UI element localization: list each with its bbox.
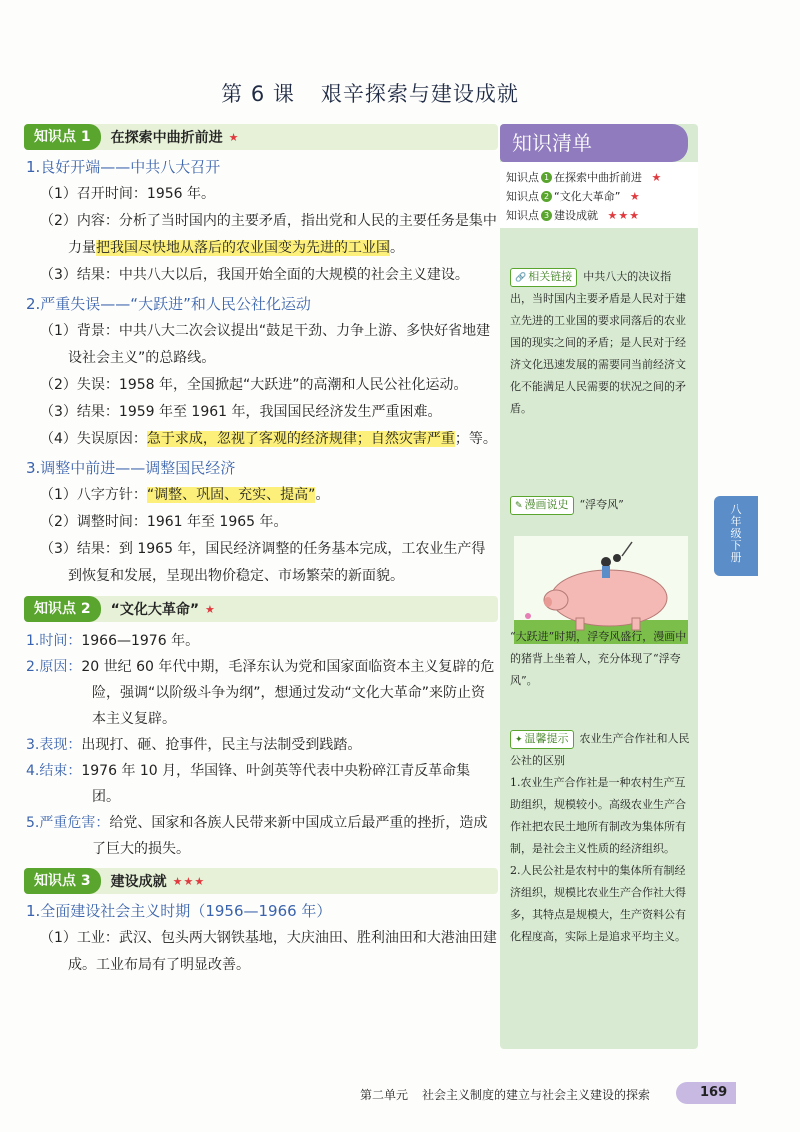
section-heading: 3.调整中前进——调整国民经济: [26, 459, 236, 477]
main-content: [20, 124, 498, 979]
kp3-stars: ★★★: [172, 874, 206, 888]
comic-caption: “大跃进”时期，浮夸风盛行，漫画中的猪背上坐着人，充分体现了“浮夸风”。: [510, 630, 687, 687]
highlight: “调整、巩固、充实、提高”: [146, 487, 316, 503]
list-item: （1）背景：中共八大二次会议提出“鼓足干劲、力争上游、多快好省地建设社会主义”的总路线。: [40, 323, 491, 366]
highlight: 急于求成，忽视了客观的经济规律；自然灾害严重: [146, 431, 455, 447]
comic-title: “浮夸风”: [579, 498, 624, 511]
unit-label: 第二单元: [360, 1088, 409, 1102]
tip-title: 农业生产合作社和人民公社的区别: [510, 732, 690, 767]
list-item: 3.表现：出现打、砸、抢事件，民主与法制受到践踏。: [26, 737, 362, 753]
section-heading: 1.良好开端——中共八大召开: [26, 158, 221, 176]
knowledge-list: [500, 162, 698, 228]
kp2-tag: 知识点 2: [24, 596, 101, 622]
kp2-stars: ★: [205, 602, 216, 616]
knowledge-list-item: 知识点 3 建设成就 ★★★: [506, 209, 641, 222]
tip-section: [510, 728, 690, 948]
kp2-name: “文化大革命”: [110, 602, 200, 618]
kp1-name: 在探索中曲折前进: [110, 130, 223, 146]
grade-tab: 八年级下册: [714, 496, 758, 576]
list-item: （4）失误原因：急于求成，忽视了客观的经济规律；自然灾害严重；等。: [40, 431, 497, 447]
list-item: （3）结果：1959 年至 1961 年，我国国民经济发生严重困难。: [40, 404, 442, 420]
lesson-number: 第 6 课: [221, 82, 295, 106]
highlight: 把我国尽快地从落后的农业国变为先进的工业国: [96, 240, 390, 256]
lesson-name: 艰辛探索与建设成就: [320, 82, 519, 106]
tip-point-1: 1.农业生产合作社是一种农村生产互助组织，规模较小。高级农业生产合作社把农民土地所有制改为集体所有制，是社会主义性质的经济组织。: [510, 776, 686, 855]
comic-tag: ✎ 漫画说史: [510, 496, 574, 515]
comic-icon: ✎: [515, 501, 523, 511]
kp3-tag: 知识点 3: [24, 868, 101, 894]
sidebar: [500, 124, 698, 1049]
list-item: （1）召开时间：1956 年。: [40, 186, 215, 202]
list-item: （2）调整时间：1961 年至 1965 年。: [40, 514, 288, 530]
page-title: [0, 78, 740, 108]
list-item: 2.原因：20 世纪 60 年代中期，毛泽东认为党和国家面临资本主义复辟的危险，强调“以阶级斗争为纲”，想通过发动“文化大革命”来防止资本主义复辟。: [26, 659, 495, 727]
knowledge-list-item: 知识点 1 在探索中曲折前进 ★: [506, 171, 663, 184]
section-heading: 2.严重失误——“大跃进”和人民公社化运动: [26, 295, 311, 313]
knowledge-list-title: 知识清单: [500, 124, 688, 162]
unit-title: 社会主义制度的建立与社会主义建设的探索: [422, 1088, 651, 1102]
list-item: 1.时间：1966—1976 年。: [26, 633, 200, 649]
kp1-stars: ★: [228, 130, 240, 144]
comic-section-header: [510, 494, 690, 516]
list-item: （3）结果：到 1965 年，国民经济调整的任务基本完成，工农业生产得到恢复和发展，呈现出物价稳定、市场繁荣的新面貌。: [40, 541, 486, 584]
tip-tag: ✦ 温馨提示: [510, 730, 574, 749]
list-item: （1）工业：武汉、包头两大钢铁基地，大庆油田、胜利油田和大港油田建成。工业布局有了明显改善。: [40, 930, 497, 973]
knowledge-list-item: 知识点 2 “文化大革命” ★: [506, 190, 641, 203]
bulb-icon: ✦: [515, 735, 523, 745]
kp1-tag: 知识点 1: [24, 124, 101, 150]
link-icon: 🔗: [515, 273, 527, 283]
knowledge-point-3-header: [24, 868, 498, 894]
section-heading: 1.全面建设社会主义时期（1956—1966 年）: [26, 902, 332, 920]
list-item: 4.结束：1976 年 10 月，华国锋、叶剑英等代表中央粉碎江青反革命集团。: [26, 763, 471, 805]
list-item: （3）结果：中共八大以后，我国开始全面的大规模的社会主义建设。: [40, 267, 469, 283]
list-item: （1）八字方针：“调整、巩固、充实、提高”。: [40, 487, 330, 503]
related-link-section: [510, 266, 690, 420]
kp3-name: 建设成就: [110, 874, 167, 890]
related-link-text: 中共八大的决议指出，当时国内主要矛盾是人民对于建立先进的工业国的要求同落后的农业国的现实之间的矛盾；是人民对于经济文化迅速发展的需要同当前经济文化不能满足人民需要的状况之间的矛盾。: [510, 270, 686, 415]
tip-point-2: 2.人民公社是农村中的集体所有制经济组织，规模比农业生产合作社大得多，其特点是规模大，生产资料公有化程度高，实际上是追求平均主义。: [510, 864, 686, 943]
page-footer: [360, 1086, 650, 1103]
list-item: （2）失误：1958 年，全国掀起“大跃进”的高潮和人民公社化运动。: [40, 377, 468, 393]
knowledge-point-1-header: [24, 124, 498, 150]
list-item: （2）内容：分析了当时国内的主要矛盾，指出党和人民的主要任务是集中力量把我国尽快地从落后的农业国变为先进的工业国。: [40, 213, 497, 256]
page-number: 169: [700, 1085, 728, 1100]
related-link-tag: 🔗 相关链接: [510, 268, 577, 287]
knowledge-point-2-header: [24, 596, 498, 622]
list-item: 5.严重危害：给党、国家和各族人民带来新中国成立后最严重的挫折，造成了巨大的损失。: [26, 815, 488, 857]
